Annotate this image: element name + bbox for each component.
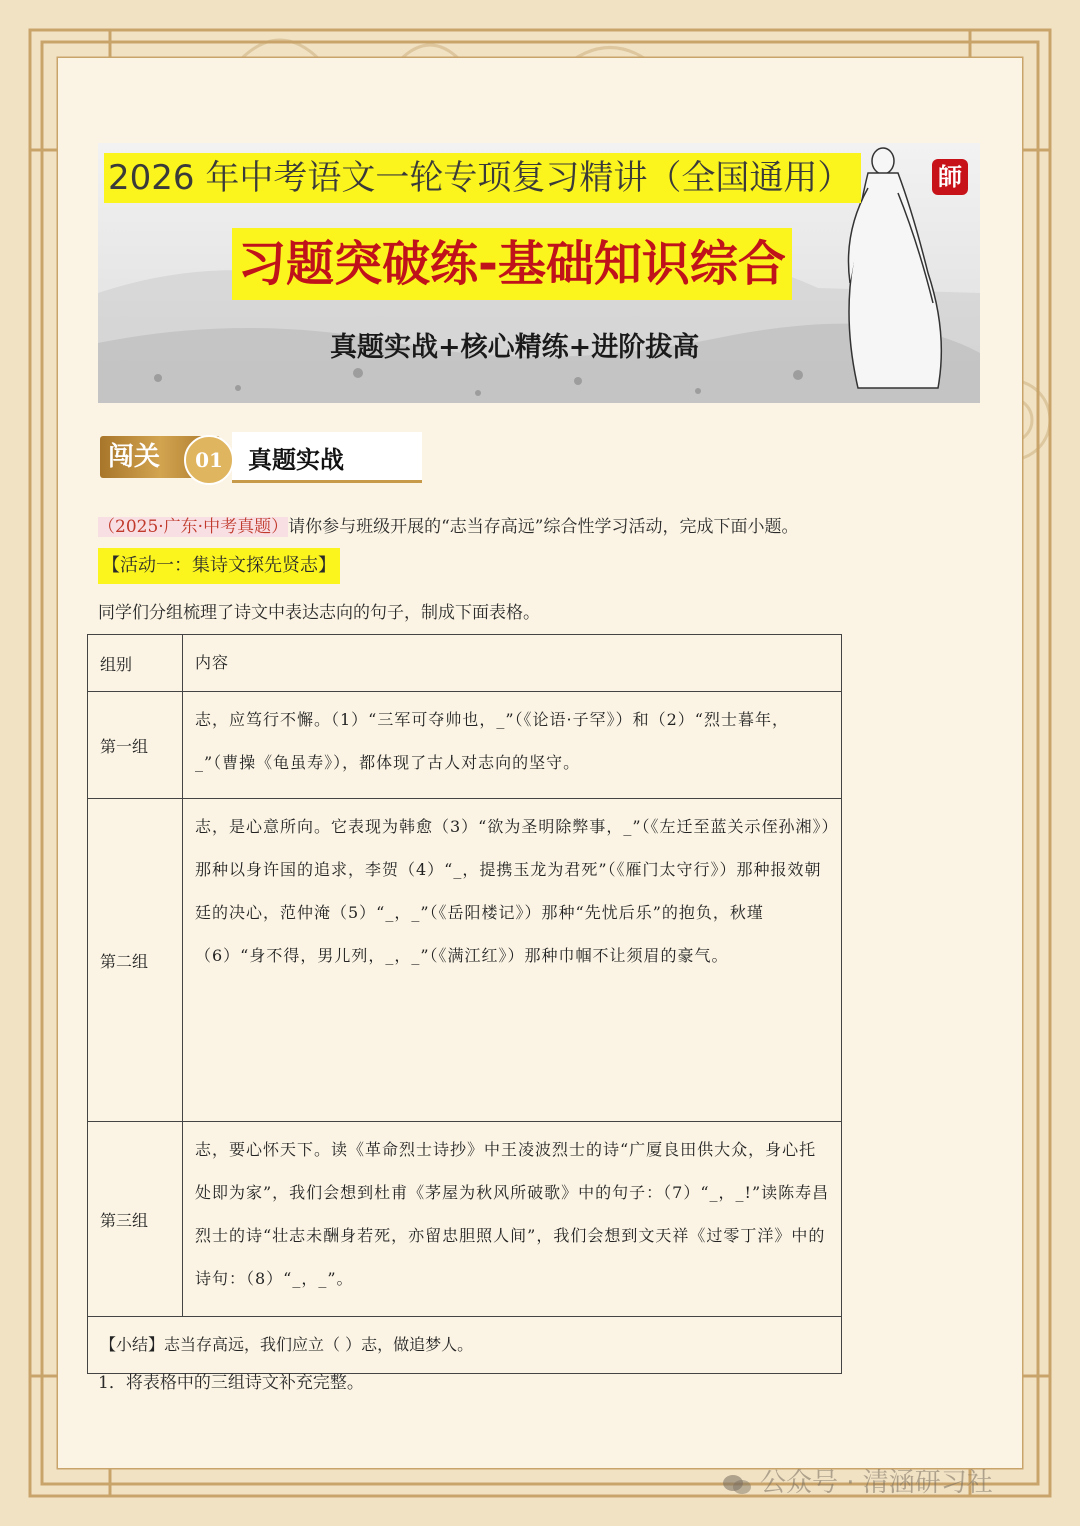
group-label: 第二组: [88, 799, 183, 1122]
summary-text: 【小结】志当存高远，我们应立（ ）志，做追梦人。: [88, 1317, 842, 1374]
section-header: [100, 432, 422, 482]
watermark: [722, 1462, 993, 1499]
group-label: 第三组: [88, 1122, 183, 1317]
banner-title: 2026 年中考语文一轮专项复习精讲（全国通用）: [104, 153, 861, 203]
task-instruction: 1．将表格中的三组诗文补充完整。: [98, 1373, 364, 1393]
header-group: 组别: [88, 635, 183, 692]
banner-tagline: 真题实战+核心精练+进阶拔高: [330, 332, 700, 363]
wechat-icon: [722, 1473, 752, 1495]
header-banner: [98, 143, 980, 403]
table-header-row: [88, 635, 842, 692]
activity-description: 同学们分组梳理了诗文中表达志向的句子，制成下面表格。: [98, 603, 540, 623]
table-row: [88, 799, 842, 1122]
table-row: [88, 1122, 842, 1317]
banner-subtitle: 习题突破练-基础知识综合: [232, 228, 792, 300]
watermark-text: 公众号 · 清涵研习社: [760, 1468, 993, 1498]
group-label: 第一组: [88, 692, 183, 799]
group-content: 志，是心意所向。它表现为韩愈（3）“欲为圣明除弊事，_”（《左迁至蓝关示侄孙湘》）那种以身许国的追求，李贺（4）“_，提携玉龙为君死”（《雁门太守行》）那种报效朝廷的决心，范仲淹（5）“_，_”（《岳阳楼记》）那种“先忧后乐”的抱负，秋瑾（6）“身不得，男儿列，_，_”（《满江红》）那种巾帼不让须眉的豪气。: [183, 799, 842, 1122]
activity-heading: 【活动一：集诗文探先贤志】: [98, 548, 340, 584]
section-number: 01: [184, 435, 234, 485]
question-intro: [98, 512, 798, 537]
group-content: 志，要心怀天下。读《革命烈士诗抄》中王凌波烈士的诗“广厦良田供大众，身心托处即为家”，我们会想到杜甫《茅屋为秋风所破歌》中的句子：（7）“_，_!”读陈寿昌烈士的诗“壮志未酬身若死，亦留忠胆照人间”，我们会想到文天祥《过零丁洋》中的诗句：（8）“_，_”。: [183, 1122, 842, 1317]
section-badge-label: 闯关: [108, 442, 161, 472]
table-summary-row: [88, 1317, 842, 1374]
group-content: 志，应笃行不懈。（1）“三军可夺帅也，_”（《论语·子罕》）和（2）“烈士暮年，_”（曹操《龟虽寿》），都体现了古人对志向的坚守。: [183, 692, 842, 799]
poetry-table: [87, 634, 842, 1374]
table-row: [88, 692, 842, 799]
seal-stamp: 師: [932, 159, 968, 195]
header-content: 内容: [183, 635, 842, 692]
section-title: 真题实战: [248, 445, 344, 474]
question-source: （2025·广东·中考真题）: [98, 517, 289, 537]
question-prompt: 请你参与班级开展的“志当存高远”综合性学习活动，完成下面小题。: [288, 517, 799, 537]
